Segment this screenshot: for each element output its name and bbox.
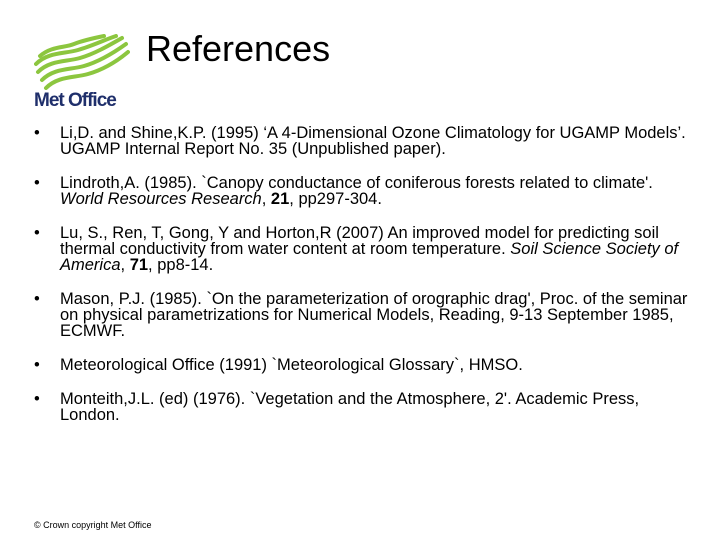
reference-text: World Resources Research (60, 190, 262, 208)
reference-text: 71 (129, 256, 149, 274)
reference-text: 21 (270, 190, 290, 208)
reference-item (34, 225, 694, 273)
reference-text: , pp297‑304. (289, 190, 382, 208)
reference-text: Monteith,J.L. (ed) (1976). `Vegetation and the Atmosphere, 2'. Academic Press, London. (60, 390, 640, 424)
reference-text: Li,D. and Shine,K.P. (1995) ‘A 4-Dimensional Ozone Climatology for UGAMP Models’. UGAMP Internal Report No. 35 (Unpublished paper). (60, 124, 686, 158)
bullet-icon: • (34, 356, 40, 374)
reference-list (34, 125, 694, 423)
slide-title: References (146, 28, 331, 69)
reference-item (34, 175, 694, 207)
reference-item (34, 391, 694, 423)
reference-text: , (261, 190, 271, 208)
footer-copyright: © Crown copyright Met Office (34, 520, 152, 530)
reference-text: , (120, 256, 130, 274)
reference-text: Meteorological Office (1991) `Meteorological Glossary`, HMSO. (60, 356, 523, 374)
bullet-icon: • (34, 290, 40, 308)
reference-item (34, 357, 694, 373)
bullet-icon: • (34, 224, 40, 242)
logo-waves-icon (34, 34, 130, 90)
logo-wordmark: Met Office (34, 90, 116, 111)
reference-text: Mason, P.J. (1985). `On the parameterization of orographic drag', Proc. of the seminar on physical parametrizations for Numerical Models, Reading, 9‑13 September 1985, ECMWF. (60, 290, 688, 340)
bullet-icon: • (34, 390, 40, 408)
reference-text: Soil Science Society of America (60, 240, 679, 274)
reference-text: Lu, S., Ren, T, Gong, Y and Horton,R (2007) An improved model for predicting soil thermal conductivity from water content at room temperature. (60, 224, 659, 258)
reference-item (34, 125, 694, 157)
bullet-icon: • (34, 124, 40, 142)
bullet-icon: • (34, 174, 40, 192)
reference-text: Lindroth,A. (1985). `Canopy conductance of coniferous forests related to climate'. (60, 174, 653, 192)
reference-item (34, 291, 694, 339)
met-office-logo (34, 34, 130, 116)
reference-text: , pp8-14. (148, 256, 214, 274)
